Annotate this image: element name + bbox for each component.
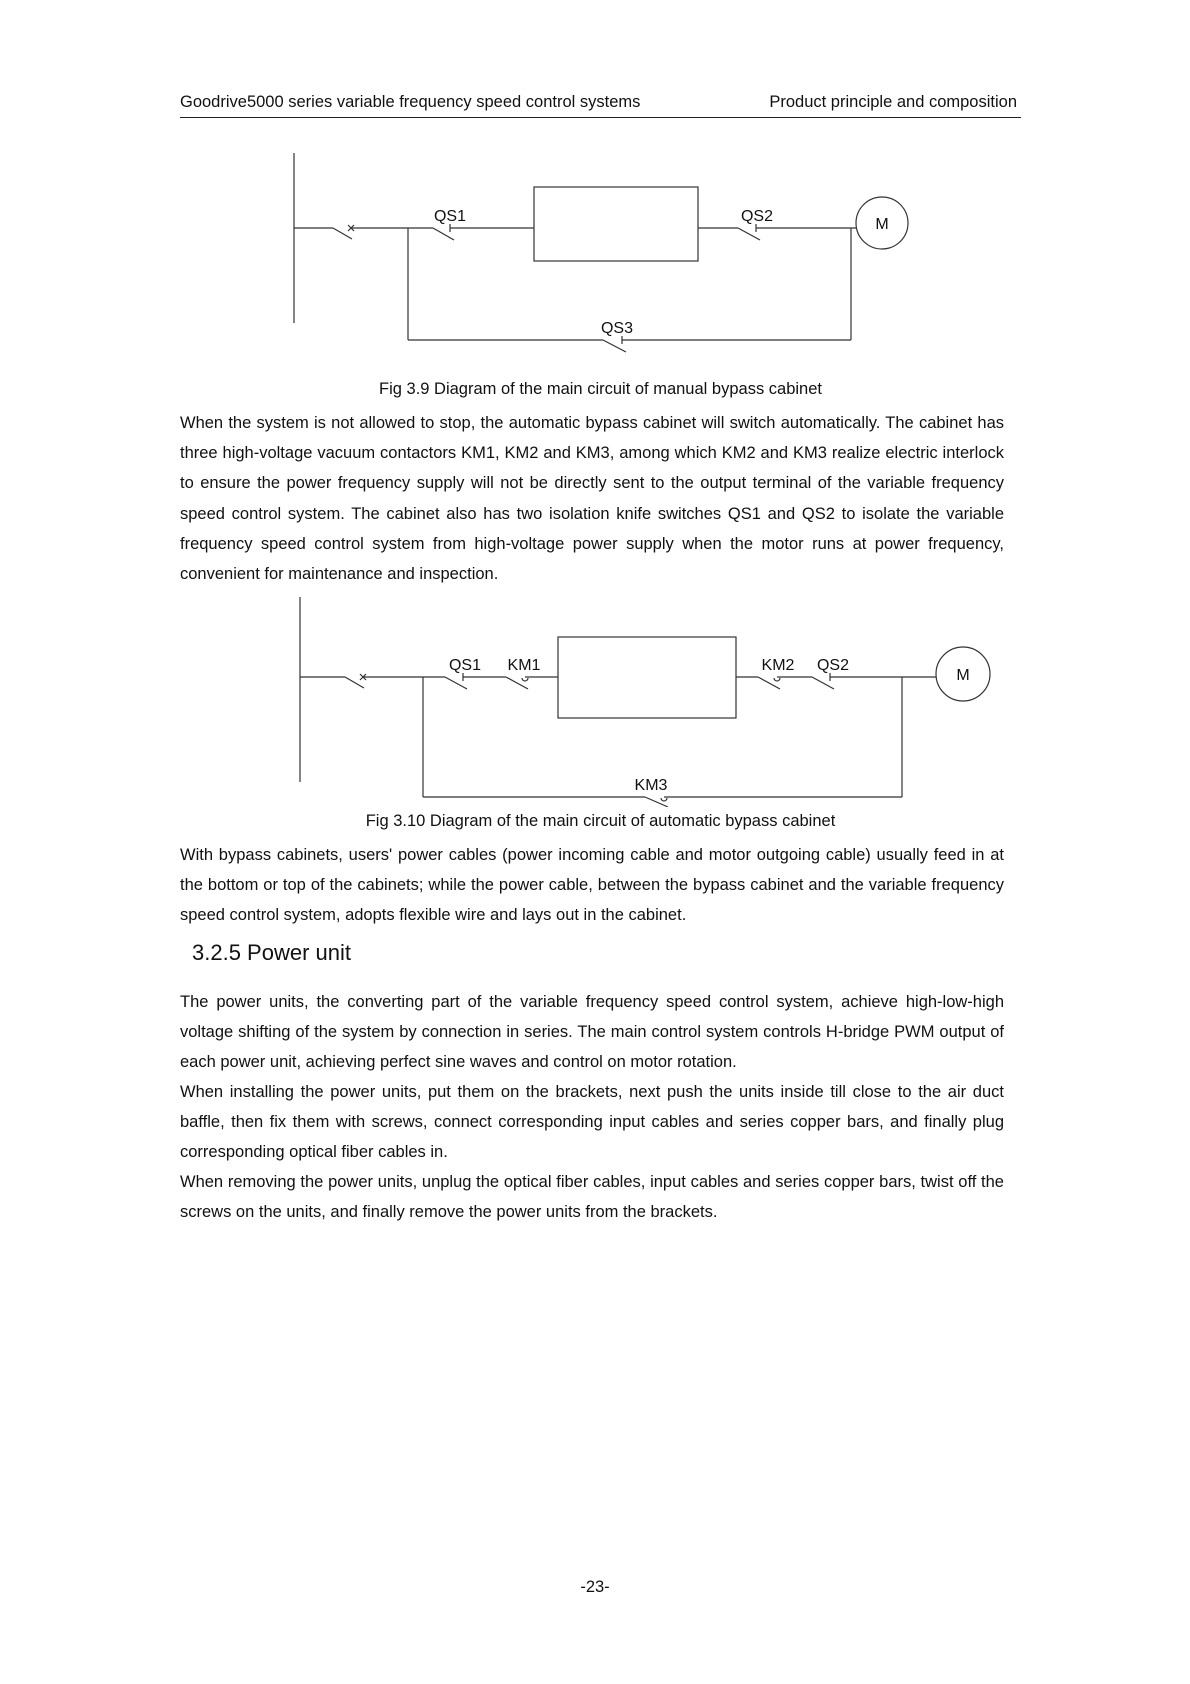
qs2-switch: [738, 228, 760, 240]
label-qs1: QS1: [448, 657, 482, 674]
fig-3-9-caption: Fig 3.9 Diagram of the main circuit of manual bypass cabinet: [379, 380, 822, 398]
km1-contactor: [506, 677, 528, 689]
paragraph-bypass-cables: With bypass cabinets, users' power cables (power incoming cable and motor outgoing cable) usually feed in at the bottom or top of the cabinets; while the power cable, between the bypass cabinet and the variable frequency speed control system, adopts flexible wire and lays out in the cabinet.: [180, 846, 1004, 925]
fig-3-9-diagram: [280, 145, 960, 355]
page-header: [180, 93, 1021, 118]
qs1-switch: [433, 228, 454, 240]
km2-contactor: [758, 677, 780, 689]
qs1-switch: [445, 677, 467, 689]
paragraph-automatic-bypass: When the system is not allowed to stop, the automatic bypass cabinet will switch automatically. The cabinet has three high-voltage vacuum contactors KM1, KM2 and KM3, among which KM2 and KM3 realize electric interlock to ensure the power frequency supply will not be directly sent to the output terminal of the variable frequency speed control system. The cabinet also has two isolation knife switches QS1 and QS2 to isolate the variable frequency speed control system from high-voltage power supply when the motor runs at power frequency, convenient for maintenance and inspection.: [180, 414, 1004, 584]
label-km2: KM2: [761, 657, 795, 674]
header-section: Product principle and composition: [769, 93, 1017, 111]
fig-3-10-diagram: [290, 597, 1010, 807]
km3-contactor: [645, 797, 668, 807]
section-heading: 3.2.5 Power unit: [192, 940, 351, 965]
converter-box: [534, 187, 698, 261]
fig-3-10-caption: Fig 3.10 Diagram of the main circuit of automatic bypass cabinet: [365, 812, 836, 830]
header-title: Goodrive5000 series variable frequency speed control systems: [180, 93, 641, 111]
label-qs2: QS2: [816, 657, 850, 674]
page-number: -23-: [580, 1578, 610, 1596]
converter-box: [558, 637, 736, 718]
paragraph-removing: When removing the power units, unplug the optical fiber cables, input cables and series copper bars, twist off the screws on the units, and finally remove the power units from the brackets.: [180, 1173, 1004, 1222]
label-qs2: QS2: [740, 208, 774, 225]
paragraph-installing: When installing the power units, put them on the brackets, next push the units inside till close to the air duct baffle, then fix them with screws, connect corresponding input cables and series copper bars, and finally plug corresponding optical fiber cables in.: [180, 1083, 1004, 1162]
paragraph-power-units: The power units, the converting part of the variable frequency speed control system, achieve high-low-high voltage shifting of the system by connection in series. The main control system controls H-bridge PWM output of each power unit, achieving perfect sine waves and control on motor rotation.: [180, 993, 1004, 1072]
label-motor: M: [956, 667, 970, 684]
label-qs3: QS3: [600, 320, 634, 337]
label-km3: KM3: [634, 777, 668, 794]
label-motor: M: [875, 216, 889, 233]
qs2-switch: [812, 677, 834, 689]
label-km1: KM1: [507, 657, 541, 674]
label-qs1: QS1: [433, 208, 467, 225]
